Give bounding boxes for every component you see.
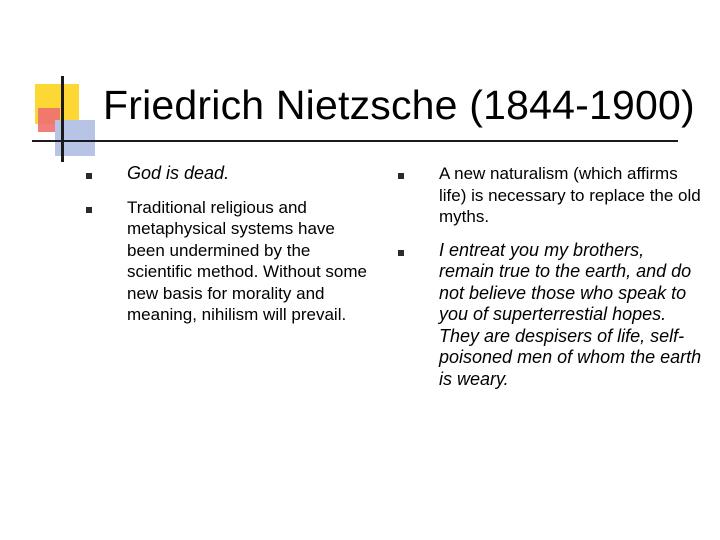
bullet-item <box>396 240 702 391</box>
bullet-marker-icon <box>86 173 92 179</box>
logo-vertical-line <box>61 76 64 162</box>
bullet-marker-icon <box>398 250 404 256</box>
left-bullet-list <box>84 163 376 338</box>
slide-logo <box>30 76 110 162</box>
bullet-marker-icon <box>86 207 92 213</box>
slide-title: Friedrich Nietzsche (1844-1900) <box>103 82 695 128</box>
bullet-text: I entreat you my brothers, remain true to the earth, and do not believe those who speak to you of superterrestial hopes. They are despisers of life, self-poisoned men of whom the earth is weary. <box>439 239 702 389</box>
bullet-text: A new naturalism (which affirms life) is necessary to replace the old myths. <box>439 164 701 226</box>
bullet-item <box>84 197 376 326</box>
bullet-text: God is dead. <box>127 163 230 183</box>
bullet-marker-icon <box>398 173 404 179</box>
title-divider <box>48 140 678 142</box>
right-bullet-list <box>396 163 702 402</box>
bullet-text: Traditional religious and metaphysical systems have been undermined by the scientific method. Without some new basis for morality and meaning, nihilism will prevail. <box>127 197 367 324</box>
bullet-item <box>396 163 702 228</box>
bullet-item <box>84 163 376 185</box>
